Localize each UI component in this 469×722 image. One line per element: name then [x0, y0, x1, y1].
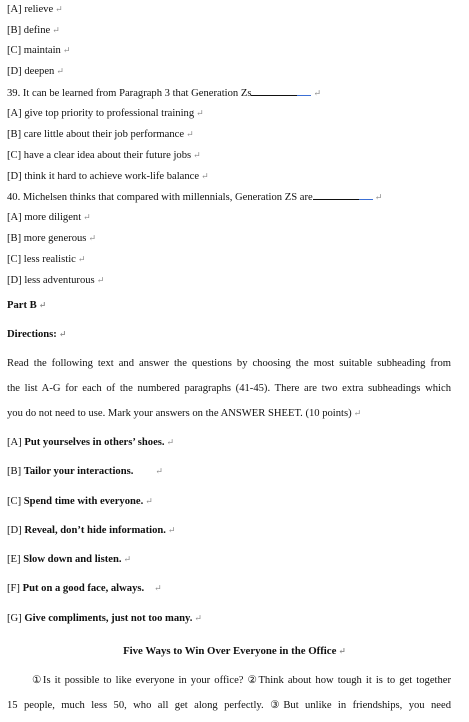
subheading-f: [F] Put on a good face, always. ↵ [7, 583, 162, 594]
paragraph-mark: ↵ [193, 150, 201, 160]
paragraph-mark: ↵ [154, 583, 162, 593]
option-line: [A] give top priority to professional training ↵ [7, 108, 204, 119]
answer-blank [313, 190, 359, 200]
subheading-e: [E] Slow down and listen. ↵ [7, 554, 132, 565]
paragraph-mark: ↵ [83, 212, 91, 222]
paragraph-mark: ↵ [52, 25, 60, 35]
option-line: [A] more diligent ↵ [7, 212, 91, 223]
paragraph-mark: ↵ [123, 554, 132, 564]
section-heading: Part B ↵ [7, 300, 47, 311]
option-line: [B] more generous ↵ [7, 233, 96, 244]
option-line: [A] relieve ↵ [7, 4, 63, 15]
subheading-c: [C] Spend time with everyone. ↵ [7, 496, 153, 507]
option-line: [B] define ↵ [7, 25, 60, 36]
subheading-a: [A] Put yourselves in others’ shoes. ↵ [7, 437, 175, 448]
paragraph-mark: ↵ [201, 171, 209, 181]
option-line: [C] have a clear idea about their future jobs ↵ [7, 150, 201, 161]
paragraph-mark: ↵ [55, 4, 63, 14]
directions-text: Read the following text and answer the questions by choosing the most suitable subheading from [7, 358, 451, 369]
paragraph-mark: ↵ [145, 496, 153, 506]
answer-blank-cursor [359, 190, 373, 200]
option-line: [D] think it hard to achieve work-life balance ↵ [7, 171, 209, 182]
subheading-g: [G] Give compliments, just not too many. ↵ [7, 613, 202, 624]
paragraph-mark: ↵ [194, 613, 202, 623]
answer-blank [251, 86, 297, 96]
directions-text: the list A-G for each of the numbered paragraphs (41-45). There are two extra subheadings which [7, 383, 451, 394]
paragraph-mark: ↵ [186, 129, 194, 139]
paragraph-mark: ↵ [167, 525, 176, 535]
question-40: 40. Michelsen thinks that compared with millennials, Generation ZS are ↵ [7, 192, 383, 203]
paragraph-mark: ↵ [38, 300, 47, 310]
paragraph-mark: ↵ [353, 408, 362, 418]
paragraph-mark: ↵ [56, 66, 64, 76]
subheading-d: [D] Reveal, don’t hide information. ↵ [7, 525, 176, 536]
paragraph-mark: ↵ [58, 329, 67, 339]
paragraph-mark: ↵ [374, 192, 383, 202]
question-39: 39. It can be learned from Paragraph 3 that Generation Zs ↵ [7, 88, 321, 99]
directions-text: you do not need to use. Mark your answers on the ANSWER SHEET. (10 points) ↵ [7, 408, 362, 419]
passage-paragraph-line: ①Is it possible to like everyone in your office? ②Think about how tough it is to get together [32, 675, 451, 686]
option-line: [D] deepen ↵ [7, 66, 64, 77]
option-line: [D] less adventurous ↵ [7, 275, 105, 286]
paragraph-mark: ↵ [77, 254, 86, 264]
directions-heading: Directions: ↵ [7, 329, 67, 340]
paragraph-mark: ↵ [88, 233, 96, 243]
passage-title: Five Ways to Win Over Everyone in the Office ↵ [123, 645, 346, 657]
paragraph-mark: ↵ [166, 437, 175, 447]
paragraph-mark: ↵ [338, 646, 346, 656]
option-line: [C] maintain ↵ [7, 45, 71, 56]
answer-blank-cursor [297, 86, 311, 96]
subheading-b: [B] Tailor your interactions. ↵ [7, 466, 163, 477]
option-line: [B] care little about their job performance ↵ [7, 129, 194, 140]
paragraph-mark: ↵ [155, 466, 163, 476]
passage-paragraph-line: 15 people, much less 50, who all get along perfectly. ③But unlike in friendships, you need [7, 700, 451, 711]
paragraph-mark: ↵ [196, 108, 204, 118]
paragraph-mark: ↵ [96, 275, 105, 285]
paragraph-mark: ↵ [313, 88, 321, 98]
option-line: [C] less realistic ↵ [7, 254, 86, 265]
paragraph-mark: ↵ [62, 45, 71, 55]
